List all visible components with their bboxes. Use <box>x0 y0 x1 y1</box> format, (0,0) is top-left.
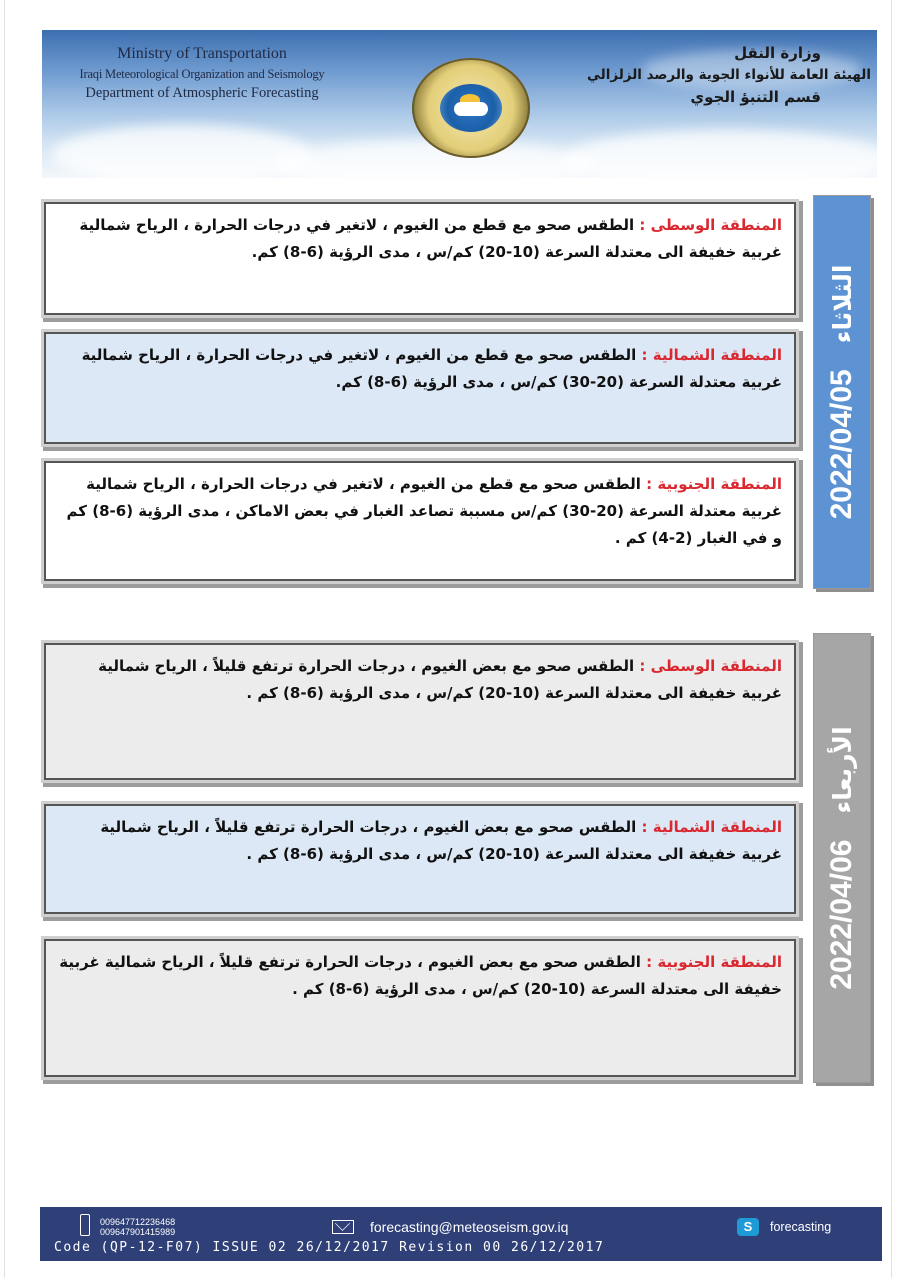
organization-name-en: Iraqi Meteorological Organization and Seismology <box>79 67 325 82</box>
department-name-en: Department of Atmospheric Forecasting <box>85 85 319 102</box>
forecast-day-1 <box>42 195 875 595</box>
region-forecast-text: الطقس صحو مع قطع من الغيوم ، لاتغير في درجات الحرارة ، الرياح شمالية غربية خفيفة الى معتدلة السرعة (10-20) كم/س ، مدى الرؤية (6-8) كم. <box>79 216 782 261</box>
header-arabic <box>571 42 871 109</box>
day-2-name: الأربعاء <box>827 726 857 814</box>
phone-number-2: 009647901415989 <box>100 1227 176 1237</box>
region-south-day-1 <box>44 461 796 581</box>
region-north-day-2 <box>44 804 796 914</box>
organization-name-ar: الهيئة العامة للأنواء الجوية والرصد الزلزالي <box>586 67 871 84</box>
region-label: المنطقة الشمالية : <box>641 346 782 364</box>
day-2-side-label <box>813 633 871 1083</box>
footer-phones <box>100 1217 175 1237</box>
ministry-name-en: Ministry of Transportation <box>117 45 287 62</box>
region-forecast-text: الطقس صحو مع بعض الغيوم ، درجات الحرارة ترتفع قليلاً ، الرياح شمالية غربية خفيفة الى معتدلة السرعة (10-20) كم/س ، مدى الرؤية (6-8) كم . <box>98 657 782 702</box>
region-forecast-text: الطقس صحو مع بعض الغيوم ، درجات الحرارة ترتفع قليلاً ، الرياح شمالية غربية خفيفة الى معتدلة السرعة (10-20) كم/س ، مدى الرؤية (6-8) كم . <box>59 953 782 998</box>
department-name-ar: قسم التنبؤ الجوي <box>690 88 821 107</box>
region-central-day-1 <box>44 202 796 315</box>
region-label: المنطقة الجنوبية : <box>646 475 782 493</box>
region-label: المنطقة الوسطى : <box>639 216 782 234</box>
forecast-day-2 <box>42 633 875 1085</box>
ministry-name-ar: وزارة النقل <box>734 44 821 62</box>
region-north-day-1 <box>44 332 796 444</box>
footer-bar <box>40 1207 882 1261</box>
day-1-name: الثلاثاء <box>827 264 857 344</box>
region-label: المنطقة الوسطى : <box>639 657 782 675</box>
document-code: Code (QP-12-F07) ISSUE 02 26/12/2017 Revision 00 26/12/2017 <box>54 1240 605 1255</box>
region-south-day-2 <box>44 939 796 1077</box>
skype-icon: S <box>737 1218 759 1236</box>
day-1-side-label <box>813 195 871 589</box>
region-forecast-text: الطقس صحو مع بعض الغيوم ، درجات الحرارة ترتفع قليلاً ، الرياح شمالية غربية خفيفة الى معتدلة السرعة (10-20) كم/س ، مدى الرؤية (6-8) كم . <box>100 818 782 863</box>
organization-seal-logo <box>412 58 530 158</box>
header-english <box>42 42 362 104</box>
region-forecast-text: الطقس صحو مع قطع من الغيوم ، لاتغير في درجات الحرارة ، الرياح شمالية غربية معتدلة السرعة (20-30) كم/س ، مدى الرؤية (6-8) كم. <box>81 346 782 391</box>
region-central-day-2 <box>44 643 796 780</box>
header-banner <box>42 30 877 178</box>
day-1-date: 2022/04/05 <box>825 369 858 520</box>
footer-email[interactable]: forecasting@meteoseism.gov.iq <box>370 1219 569 1235</box>
region-forecast-text: الطقس صحو مع قطع من الغيوم ، لاتغير في درجات الحرارة ، الرياح شمالية غربية معتدلة السرعة (20-30) كم/س مسببة تصاعد الغبار في بعض الاماكن ، مدى الرؤية (6-8) كم و في الغبار (2-4) كم . <box>66 475 782 547</box>
day-2-date: 2022/04/06 <box>825 839 858 990</box>
mail-icon <box>332 1220 354 1234</box>
footer-skype[interactable]: forecasting <box>770 1220 832 1234</box>
region-label: المنطقة الشمالية : <box>641 818 782 836</box>
region-label: المنطقة الجنوبية : <box>646 953 782 971</box>
phone-number-1: 009647712236468 <box>100 1217 176 1227</box>
phone-icon <box>80 1214 90 1236</box>
